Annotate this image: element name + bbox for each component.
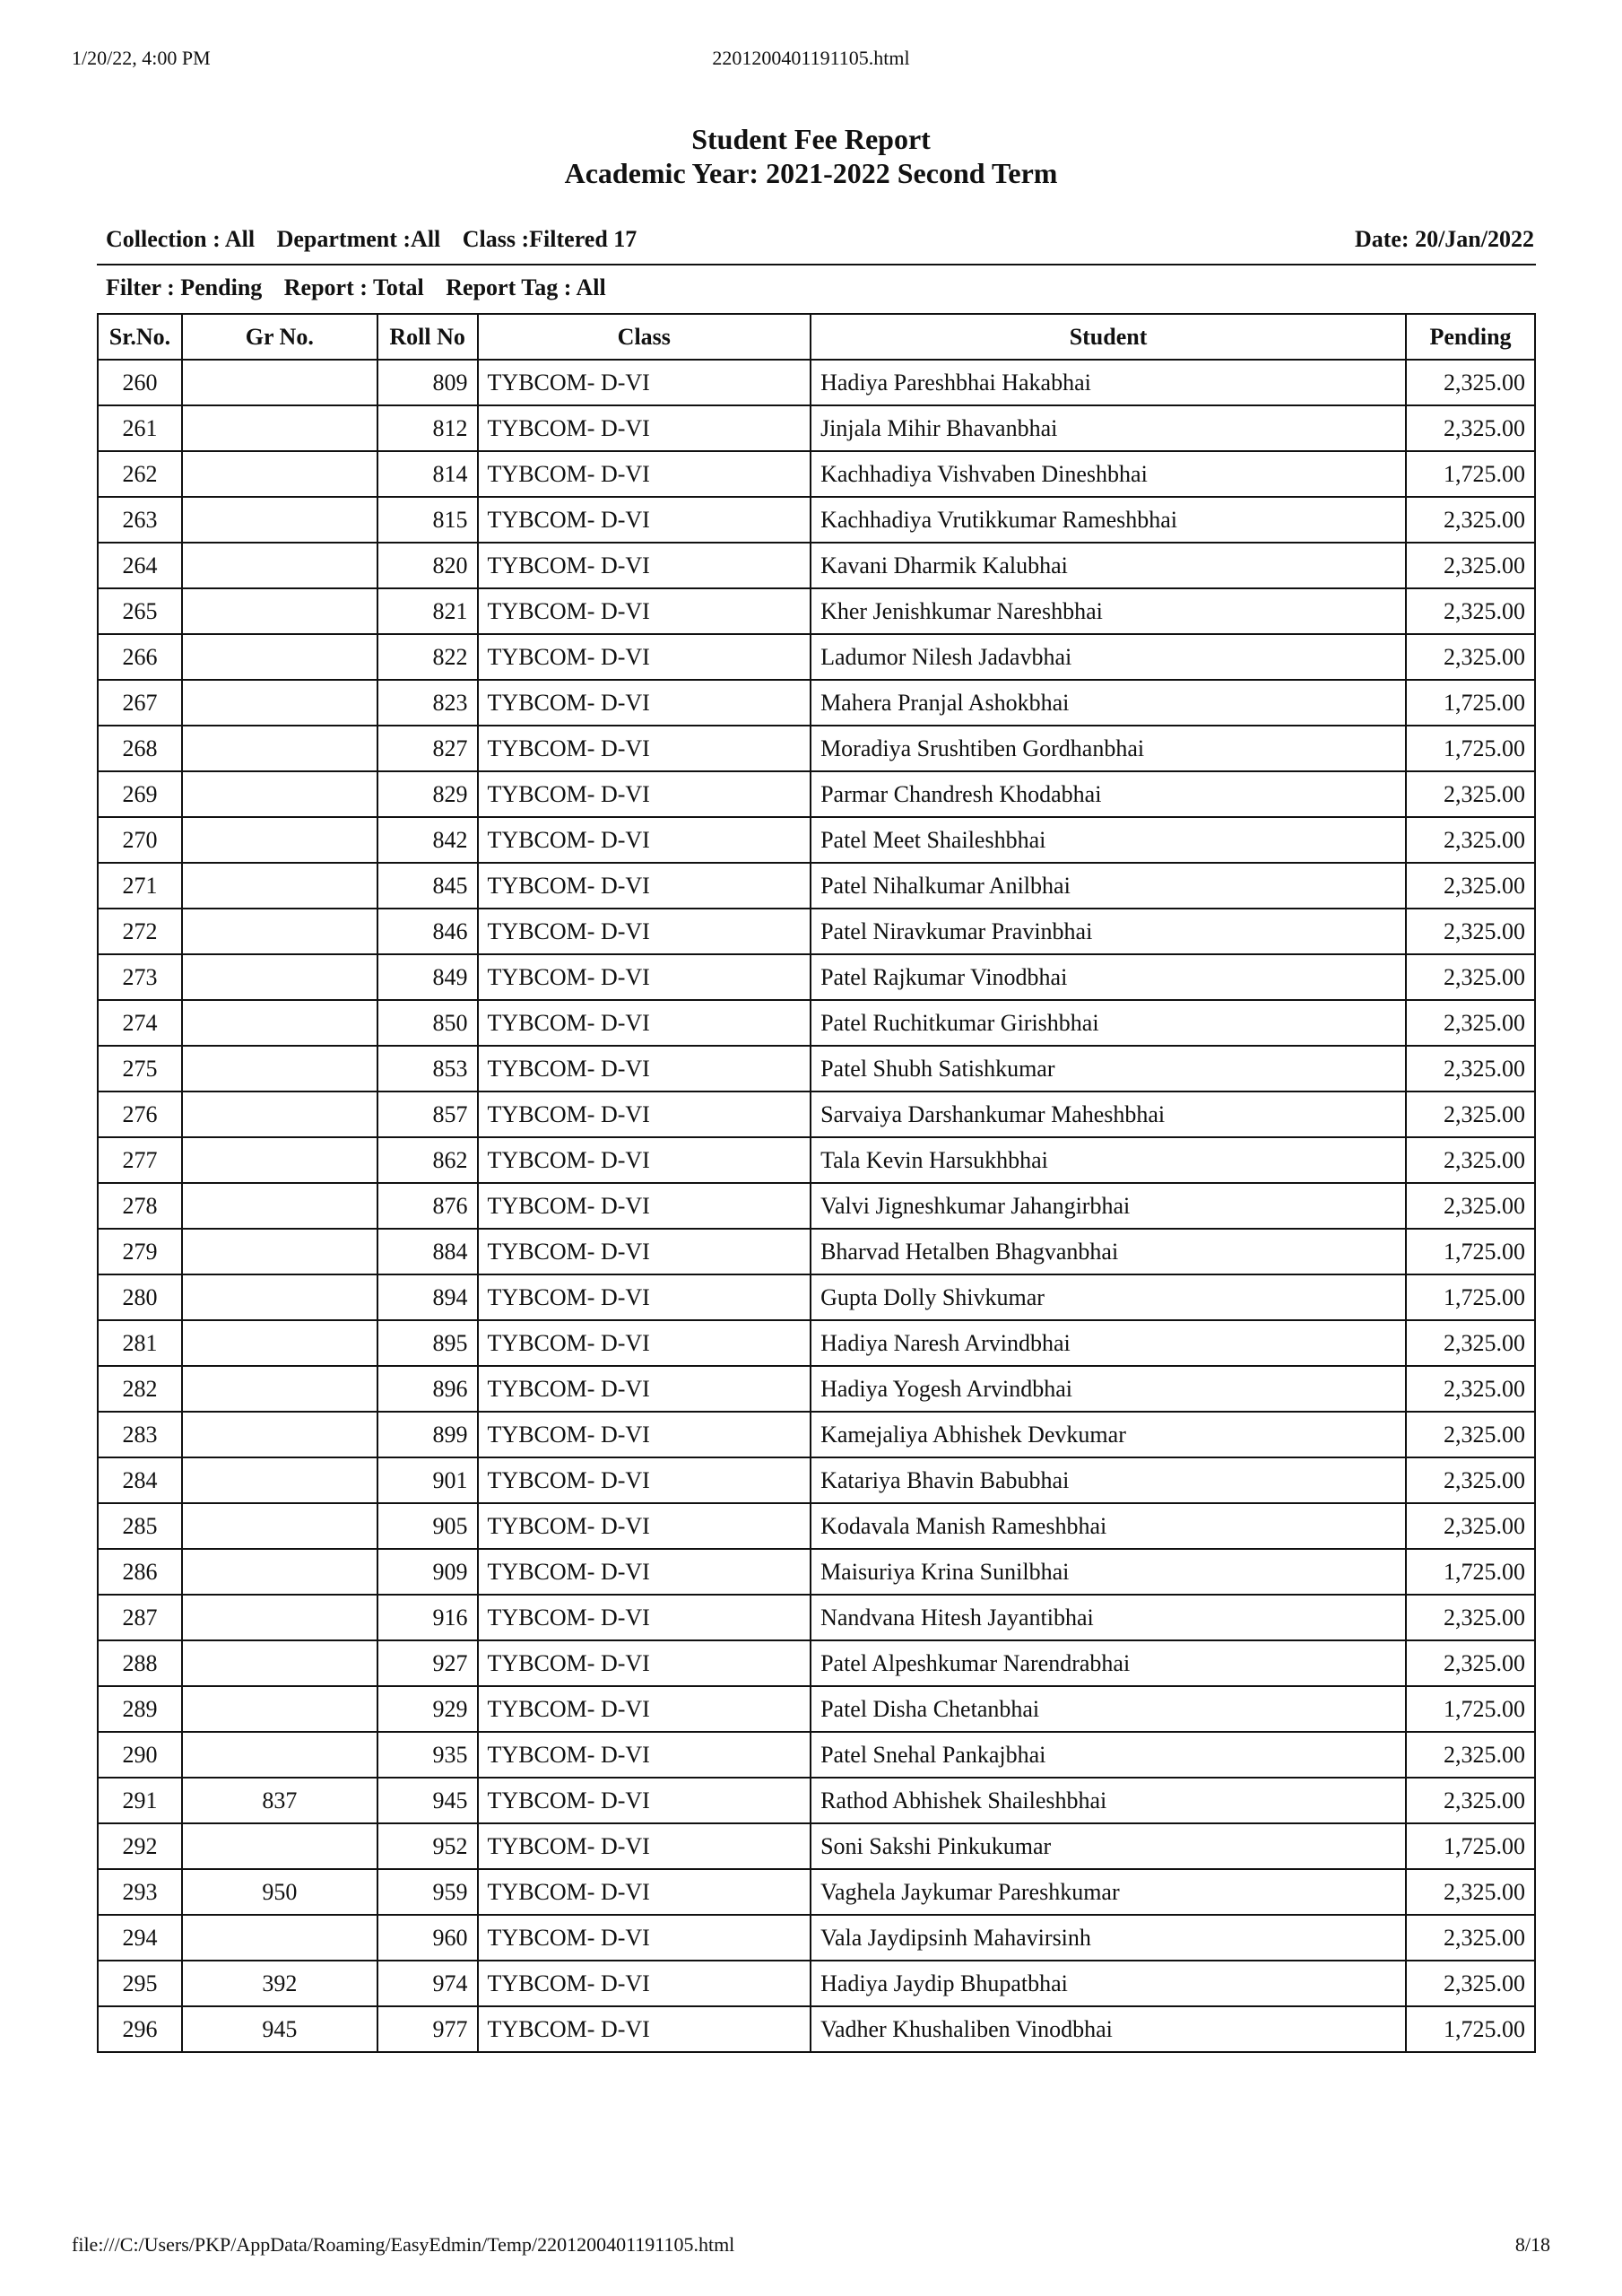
print-footer: [72, 2233, 1550, 2257]
cell-roll-no: 822: [377, 634, 478, 680]
cell-sr-no: 279: [98, 1229, 182, 1274]
cell-sr-no: 289: [98, 1686, 182, 1732]
cell-class: TYBCOM- D-VI: [478, 1046, 811, 1091]
cell-student: Patel Meet Shaileshbhai: [811, 817, 1406, 863]
cell-roll-no: 829: [377, 771, 478, 817]
cell-student: Vala Jaydipsinh Mahavirsinh: [811, 1915, 1406, 1961]
cell-student: Rathod Abhishek Shaileshbhai: [811, 1778, 1406, 1823]
table-row: [98, 1183, 1535, 1229]
cell-roll-no: 935: [377, 1732, 478, 1778]
cell-gr-no: [182, 1549, 377, 1595]
cell-roll-no: 814: [377, 451, 478, 497]
report-filter-row: [106, 274, 1534, 301]
report-type-label: Report : Total: [283, 274, 424, 300]
cell-sr-no: 295: [98, 1961, 182, 2006]
table-row: [98, 451, 1535, 497]
cell-class: TYBCOM- D-VI: [478, 360, 811, 405]
cell-roll-no: 909: [377, 1549, 478, 1595]
cell-student: Patel Shubh Satishkumar: [811, 1046, 1406, 1091]
cell-gr-no: [182, 1046, 377, 1091]
cell-sr-no: 284: [98, 1457, 182, 1503]
cell-student: Hadiya Jaydip Bhupatbhai: [811, 1961, 1406, 2006]
cell-gr-no: [182, 1274, 377, 1320]
cell-gr-no: [182, 1457, 377, 1503]
cell-sr-no: 261: [98, 405, 182, 451]
cell-pending: 2,325.00: [1406, 360, 1535, 405]
cell-roll-no: 846: [377, 909, 478, 954]
cell-roll-no: 821: [377, 588, 478, 634]
cell-sr-no: 291: [98, 1778, 182, 1823]
cell-pending: 2,325.00: [1406, 497, 1535, 543]
cell-pending: 2,325.00: [1406, 1503, 1535, 1549]
cell-roll-no: 901: [377, 1457, 478, 1503]
table-row: [98, 543, 1535, 588]
cell-student: Patel Niravkumar Pravinbhai: [811, 909, 1406, 954]
cell-sr-no: 285: [98, 1503, 182, 1549]
cell-student: Sarvaiya Darshankumar Maheshbhai: [811, 1091, 1406, 1137]
collection-label: Collection : All: [106, 226, 256, 252]
cell-class: TYBCOM- D-VI: [478, 817, 811, 863]
cell-student: Kavani Dharmik Kalubhai: [811, 543, 1406, 588]
cell-pending: 2,325.00: [1406, 1595, 1535, 1640]
cell-pending: 2,325.00: [1406, 1137, 1535, 1183]
cell-gr-no: [182, 1229, 377, 1274]
cell-roll-no: 960: [377, 1915, 478, 1961]
cell-class: TYBCOM- D-VI: [478, 634, 811, 680]
table-row: [98, 1778, 1535, 1823]
cell-roll-no: 862: [377, 1137, 478, 1183]
table-row: [98, 1366, 1535, 1412]
cell-sr-no: 294: [98, 1915, 182, 1961]
table-row: [98, 1915, 1535, 1961]
cell-sr-no: 262: [98, 451, 182, 497]
cell-pending: 2,325.00: [1406, 543, 1535, 588]
cell-sr-no: 287: [98, 1595, 182, 1640]
cell-roll-no: 853: [377, 1046, 478, 1091]
cell-class: TYBCOM- D-VI: [478, 1274, 811, 1320]
cell-pending: 2,325.00: [1406, 1640, 1535, 1686]
cell-pending: 1,725.00: [1406, 1274, 1535, 1320]
cell-class: TYBCOM- D-VI: [478, 588, 811, 634]
cell-gr-no: [182, 405, 377, 451]
print-datetime: 1/20/22, 4:00 PM: [72, 47, 211, 69]
cell-roll-no: 823: [377, 680, 478, 726]
cell-student: Patel Snehal Pankajbhai: [811, 1732, 1406, 1778]
table-body: [98, 360, 1535, 2052]
header-roll-no: Roll No: [377, 314, 478, 360]
cell-sr-no: 268: [98, 726, 182, 771]
table-row: [98, 1686, 1535, 1732]
table-row: [98, 360, 1535, 405]
cell-gr-no: [182, 954, 377, 1000]
report-date: Date: 20/Jan/2022: [1354, 226, 1534, 252]
cell-sr-no: 282: [98, 1366, 182, 1412]
cell-class: TYBCOM- D-VI: [478, 2006, 811, 2052]
cell-pending: 2,325.00: [1406, 1412, 1535, 1457]
cell-roll-no: 895: [377, 1320, 478, 1366]
cell-class: TYBCOM- D-VI: [478, 1640, 811, 1686]
cell-sr-no: 278: [98, 1183, 182, 1229]
cell-gr-no: [182, 1412, 377, 1457]
cell-gr-no: 837: [182, 1778, 377, 1823]
department-label: Department :All: [276, 226, 441, 252]
cell-student: Patel Nihalkumar Anilbhai: [811, 863, 1406, 909]
cell-student: Kodavala Manish Rameshbhai: [811, 1503, 1406, 1549]
header-gr-no: Gr No.: [182, 314, 377, 360]
table-row: [98, 1457, 1535, 1503]
cell-sr-no: 280: [98, 1274, 182, 1320]
cell-student: Kachhadiya Vrutikkumar Rameshbhai: [811, 497, 1406, 543]
cell-student: Nandvana Hitesh Jayantibhai: [811, 1595, 1406, 1640]
cell-gr-no: [182, 1000, 377, 1046]
cell-gr-no: [182, 451, 377, 497]
cell-pending: 1,725.00: [1406, 1686, 1535, 1732]
cell-sr-no: 276: [98, 1091, 182, 1137]
cell-sr-no: 296: [98, 2006, 182, 2052]
cell-roll-no: 927: [377, 1640, 478, 1686]
cell-roll-no: 899: [377, 1412, 478, 1457]
cell-pending: 2,325.00: [1406, 405, 1535, 451]
cell-gr-no: [182, 588, 377, 634]
cell-student: Kamejaliya Abhishek Devkumar: [811, 1412, 1406, 1457]
table-row: [98, 1000, 1535, 1046]
cell-roll-no: 884: [377, 1229, 478, 1274]
table-row: [98, 1137, 1535, 1183]
header-student: Student: [811, 314, 1406, 360]
table-header-row: [98, 314, 1535, 360]
table-row: [98, 1549, 1535, 1595]
cell-student: Maisuriya Krina Sunilbhai: [811, 1549, 1406, 1595]
header-class: Class: [478, 314, 811, 360]
cell-roll-no: 945: [377, 1778, 478, 1823]
cell-pending: 2,325.00: [1406, 1046, 1535, 1091]
cell-class: TYBCOM- D-VI: [478, 726, 811, 771]
cell-student: Tala Kevin Harsukhbhai: [811, 1137, 1406, 1183]
cell-gr-no: [182, 1595, 377, 1640]
cell-pending: 2,325.00: [1406, 1778, 1535, 1823]
cell-pending: 2,325.00: [1406, 863, 1535, 909]
cell-class: TYBCOM- D-VI: [478, 1823, 811, 1869]
cell-class: TYBCOM- D-VI: [478, 1229, 811, 1274]
cell-class: TYBCOM- D-VI: [478, 1915, 811, 1961]
cell-class: TYBCOM- D-VI: [478, 1457, 811, 1503]
cell-gr-no: [182, 680, 377, 726]
cell-class: TYBCOM- D-VI: [478, 1320, 811, 1366]
cell-pending: 2,325.00: [1406, 954, 1535, 1000]
cell-pending: 1,725.00: [1406, 451, 1535, 497]
cell-sr-no: 277: [98, 1137, 182, 1183]
cell-student: Vaghela Jaykumar Pareshkumar: [811, 1869, 1406, 1915]
cell-pending: 2,325.00: [1406, 1961, 1535, 2006]
cell-class: TYBCOM- D-VI: [478, 451, 811, 497]
cell-gr-no: 392: [182, 1961, 377, 2006]
cell-roll-no: 916: [377, 1595, 478, 1640]
cell-student: Bharvad Hetalben Bhagvanbhai: [811, 1229, 1406, 1274]
header-pending: Pending: [1406, 314, 1535, 360]
table-row: [98, 1595, 1535, 1640]
cell-roll-no: 849: [377, 954, 478, 1000]
cell-pending: 2,325.00: [1406, 1915, 1535, 1961]
table-row: [98, 405, 1535, 451]
cell-gr-no: [182, 360, 377, 405]
cell-pending: 2,325.00: [1406, 634, 1535, 680]
cell-roll-no: 815: [377, 497, 478, 543]
table-row: [98, 1229, 1535, 1274]
cell-student: Patel Disha Chetanbhai: [811, 1686, 1406, 1732]
cell-class: TYBCOM- D-VI: [478, 1869, 811, 1915]
cell-gr-no: [182, 1686, 377, 1732]
cell-roll-no: 952: [377, 1823, 478, 1869]
cell-roll-no: 809: [377, 360, 478, 405]
cell-pending: 2,325.00: [1406, 1457, 1535, 1503]
cell-sr-no: 275: [98, 1046, 182, 1091]
cell-sr-no: 290: [98, 1732, 182, 1778]
cell-pending: 1,725.00: [1406, 1549, 1535, 1595]
table-row: [98, 588, 1535, 634]
cell-student: Patel Ruchitkumar Girishbhai: [811, 1000, 1406, 1046]
cell-roll-no: 827: [377, 726, 478, 771]
cell-class: TYBCOM- D-VI: [478, 1686, 811, 1732]
table-row: [98, 634, 1535, 680]
print-header: [72, 47, 1550, 70]
class-filter-label: Class :Filtered 17: [462, 226, 638, 252]
cell-gr-no: [182, 634, 377, 680]
cell-roll-no: 974: [377, 1961, 478, 2006]
cell-sr-no: 270: [98, 817, 182, 863]
table-row: [98, 2006, 1535, 2052]
cell-sr-no: 292: [98, 1823, 182, 1869]
cell-class: TYBCOM- D-VI: [478, 771, 811, 817]
table-row: [98, 863, 1535, 909]
cell-roll-no: 845: [377, 863, 478, 909]
cell-sr-no: 271: [98, 863, 182, 909]
cell-sr-no: 283: [98, 1412, 182, 1457]
table-row: [98, 497, 1535, 543]
table-row: [98, 680, 1535, 726]
table-row: [98, 1732, 1535, 1778]
cell-pending: 1,725.00: [1406, 726, 1535, 771]
cell-pending: 2,325.00: [1406, 1183, 1535, 1229]
cell-class: TYBCOM- D-VI: [478, 1366, 811, 1412]
cell-roll-no: 905: [377, 1503, 478, 1549]
cell-gr-no: [182, 1137, 377, 1183]
cell-gr-no: 950: [182, 1869, 377, 1915]
report-subtitle: Academic Year: 2021-2022 Second Term: [564, 157, 1058, 189]
cell-pending: 2,325.00: [1406, 1000, 1535, 1046]
table-row: [98, 954, 1535, 1000]
cell-sr-no: 269: [98, 771, 182, 817]
cell-pending: 1,725.00: [1406, 1823, 1535, 1869]
cell-student: Mahera Pranjal Ashokbhai: [811, 680, 1406, 726]
table-row: [98, 1823, 1535, 1869]
table-row: [98, 1869, 1535, 1915]
table-row: [98, 1503, 1535, 1549]
cell-pending: 2,325.00: [1406, 817, 1535, 863]
cell-roll-no: 959: [377, 1869, 478, 1915]
cell-sr-no: 281: [98, 1320, 182, 1366]
cell-sr-no: 286: [98, 1549, 182, 1595]
cell-class: TYBCOM- D-VI: [478, 1595, 811, 1640]
cell-sr-no: 293: [98, 1869, 182, 1915]
cell-student: Kachhadiya Vishvaben Dineshbhai: [811, 451, 1406, 497]
cell-gr-no: [182, 543, 377, 588]
cell-roll-no: 850: [377, 1000, 478, 1046]
cell-student: Parmar Chandresh Khodabhai: [811, 771, 1406, 817]
cell-sr-no: 272: [98, 909, 182, 954]
cell-gr-no: 945: [182, 2006, 377, 2052]
table-row: [98, 1274, 1535, 1320]
cell-class: TYBCOM- D-VI: [478, 1412, 811, 1457]
cell-student: Jinjala Mihir Bhavanbhai: [811, 405, 1406, 451]
cell-gr-no: [182, 1915, 377, 1961]
cell-student: Hadiya Yogesh Arvindbhai: [811, 1366, 1406, 1412]
cell-gr-no: [182, 1503, 377, 1549]
fee-table: [97, 313, 1536, 2053]
cell-roll-no: 812: [377, 405, 478, 451]
table-row: [98, 817, 1535, 863]
cell-class: TYBCOM- D-VI: [478, 543, 811, 588]
cell-class: TYBCOM- D-VI: [478, 405, 811, 451]
cell-roll-no: 857: [377, 1091, 478, 1137]
page-number: 8/18: [1514, 2233, 1550, 2256]
cell-class: TYBCOM- D-VI: [478, 680, 811, 726]
print-filename: 2201200401191105.html: [712, 47, 910, 69]
cell-class: TYBCOM- D-VI: [478, 863, 811, 909]
file-path: file:///C:/Users/PKP/AppData/Roaming/EasyEdmin/Temp/2201200401191105.html: [72, 2233, 735, 2256]
cell-roll-no: 842: [377, 817, 478, 863]
table-row: [98, 1412, 1535, 1457]
table-row: [98, 726, 1535, 771]
cell-sr-no: 288: [98, 1640, 182, 1686]
cell-pending: 2,325.00: [1406, 1320, 1535, 1366]
report-title: Student Fee Report: [691, 123, 931, 155]
filter-label: Filter : Pending: [106, 274, 263, 300]
cell-roll-no: 977: [377, 2006, 478, 2052]
cell-student: Patel Rajkumar Vinodbhai: [811, 954, 1406, 1000]
table-row: [98, 1320, 1535, 1366]
cell-sr-no: 265: [98, 588, 182, 634]
cell-gr-no: [182, 1091, 377, 1137]
cell-class: TYBCOM- D-VI: [478, 497, 811, 543]
report-meta-row: [106, 226, 1534, 253]
cell-sr-no: 266: [98, 634, 182, 680]
table-row: [98, 909, 1535, 954]
cell-roll-no: 894: [377, 1274, 478, 1320]
cell-sr-no: 263: [98, 497, 182, 543]
divider: [97, 264, 1536, 265]
cell-gr-no: [182, 817, 377, 863]
table-row: [98, 1640, 1535, 1686]
table-row: [98, 1961, 1535, 2006]
cell-class: TYBCOM- D-VI: [478, 1549, 811, 1595]
cell-class: TYBCOM- D-VI: [478, 1961, 811, 2006]
cell-student: Gupta Dolly Shivkumar: [811, 1274, 1406, 1320]
cell-student: Moradiya Srushtiben Gordhanbhai: [811, 726, 1406, 771]
cell-student: Soni Sakshi Pinkukumar: [811, 1823, 1406, 1869]
cell-student: Katariya Bhavin Babubhai: [811, 1457, 1406, 1503]
cell-gr-no: [182, 909, 377, 954]
cell-student: Vadher Khushaliben Vinodbhai: [811, 2006, 1406, 2052]
cell-pending: 1,725.00: [1406, 1229, 1535, 1274]
cell-class: TYBCOM- D-VI: [478, 909, 811, 954]
cell-sr-no: 274: [98, 1000, 182, 1046]
cell-gr-no: [182, 1183, 377, 1229]
cell-roll-no: 929: [377, 1686, 478, 1732]
table-row: [98, 1091, 1535, 1137]
cell-class: TYBCOM- D-VI: [478, 1778, 811, 1823]
cell-student: Patel Alpeshkumar Narendrabhai: [811, 1640, 1406, 1686]
header-sr-no: Sr.No.: [98, 314, 182, 360]
report-tag-label: Report Tag : All: [446, 274, 606, 300]
cell-student: Valvi Jigneshkumar Jahangirbhai: [811, 1183, 1406, 1229]
cell-pending: 2,325.00: [1406, 771, 1535, 817]
cell-class: TYBCOM- D-VI: [478, 1732, 811, 1778]
cell-roll-no: 876: [377, 1183, 478, 1229]
cell-sr-no: 267: [98, 680, 182, 726]
cell-class: TYBCOM- D-VI: [478, 1503, 811, 1549]
cell-class: TYBCOM- D-VI: [478, 1000, 811, 1046]
table-row: [98, 1046, 1535, 1091]
cell-pending: 1,725.00: [1406, 2006, 1535, 2052]
cell-gr-no: [182, 1366, 377, 1412]
cell-gr-no: [182, 1640, 377, 1686]
cell-class: TYBCOM- D-VI: [478, 1137, 811, 1183]
cell-pending: 2,325.00: [1406, 1366, 1535, 1412]
cell-student: Kher Jenishkumar Nareshbhai: [811, 588, 1406, 634]
cell-sr-no: 264: [98, 543, 182, 588]
cell-student: Hadiya Pareshbhai Hakabhai: [811, 360, 1406, 405]
cell-gr-no: [182, 497, 377, 543]
cell-roll-no: 820: [377, 543, 478, 588]
cell-class: TYBCOM- D-VI: [478, 1183, 811, 1229]
cell-gr-no: [182, 771, 377, 817]
cell-class: TYBCOM- D-VI: [478, 1091, 811, 1137]
cell-pending: 2,325.00: [1406, 909, 1535, 954]
cell-pending: 1,725.00: [1406, 680, 1535, 726]
cell-pending: 2,325.00: [1406, 1091, 1535, 1137]
cell-roll-no: 896: [377, 1366, 478, 1412]
table-row: [98, 771, 1535, 817]
cell-gr-no: [182, 1732, 377, 1778]
cell-sr-no: 273: [98, 954, 182, 1000]
cell-student: Ladumor Nilesh Jadavbhai: [811, 634, 1406, 680]
cell-student: Hadiya Naresh Arvindbhai: [811, 1320, 1406, 1366]
cell-sr-no: 260: [98, 360, 182, 405]
cell-class: TYBCOM- D-VI: [478, 954, 811, 1000]
cell-gr-no: [182, 726, 377, 771]
report-title-block: [0, 122, 1622, 190]
cell-gr-no: [182, 1823, 377, 1869]
cell-pending: 2,325.00: [1406, 1732, 1535, 1778]
cell-pending: 2,325.00: [1406, 1869, 1535, 1915]
cell-gr-no: [182, 863, 377, 909]
cell-gr-no: [182, 1320, 377, 1366]
cell-pending: 2,325.00: [1406, 588, 1535, 634]
